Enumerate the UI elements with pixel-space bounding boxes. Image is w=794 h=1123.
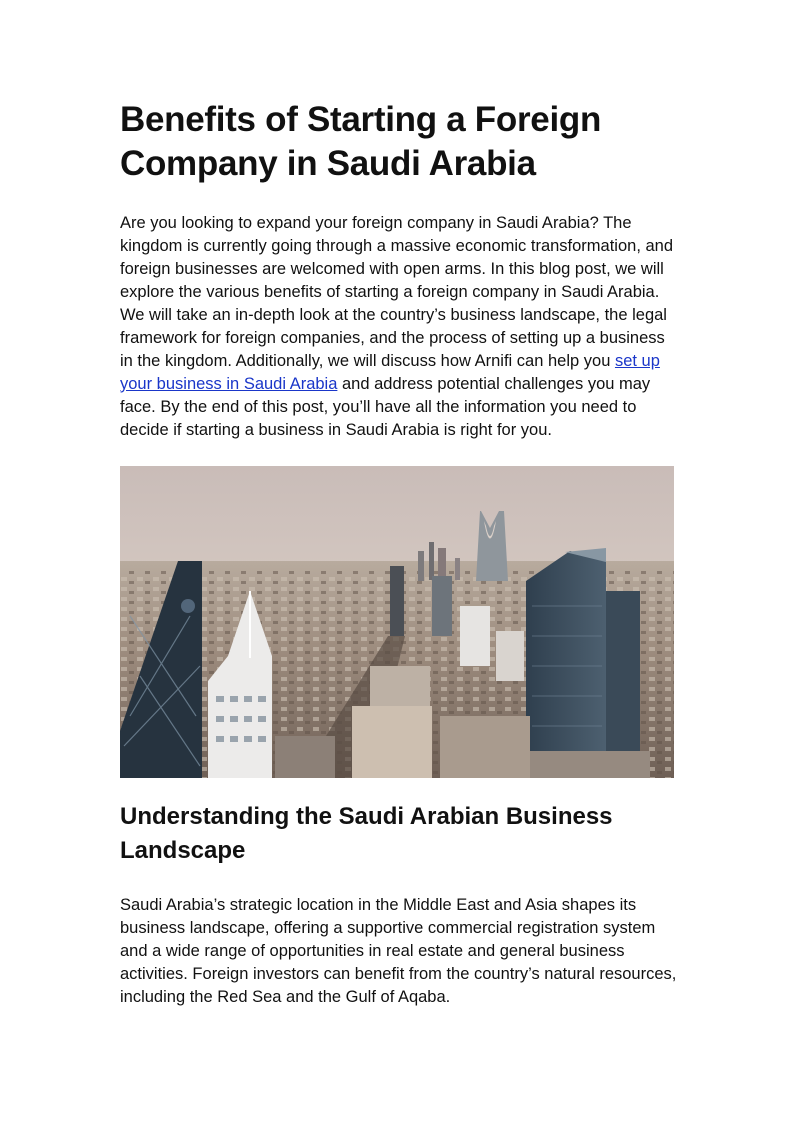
intro-paragraph (120, 212, 680, 442)
article-title: Benefits of Starting a Foreign Company in Saudi Arabia (120, 100, 602, 183)
setup-business-link[interactable]: set up your business in Saudi Arabia (120, 352, 660, 393)
intro-text-after-link: and address potential challenges you may face. By the end of this post, you’ll have all the information you need to decide if starting a business in Saudi Arabia is right for you. (120, 375, 651, 439)
document-page (120, 98, 680, 1026)
intro-text-before-link: Are you looking to expand your foreign company in Saudi Arabia? The kingdom is currently going through a massive economic transformation, and foreign businesses are welcomed with open arms. In this blog post, we will explore the various benefits of starting a foreign company in Saudi Arabia. We will take an in-depth look at the country’s business landscape, the legal framework for foreign companies, and the process of setting up a business in the kingdom. Additionally, we will discuss how Arnifi can help you (120, 214, 674, 370)
riyadh-skyline-image (120, 466, 674, 778)
section-heading: Understanding the Saudi Arabian Business Landscape (120, 803, 613, 864)
section-paragraph: Saudi Arabia’s strategic location in the Middle East and Asia shapes its business landscape, offering a supportive commercial registration system and a wide range of opportunities in real estate and general business activities. Foreign investors can benefit from the country’s natural resources, including the Red Sea and the Gulf of Aqaba. (120, 896, 677, 1006)
